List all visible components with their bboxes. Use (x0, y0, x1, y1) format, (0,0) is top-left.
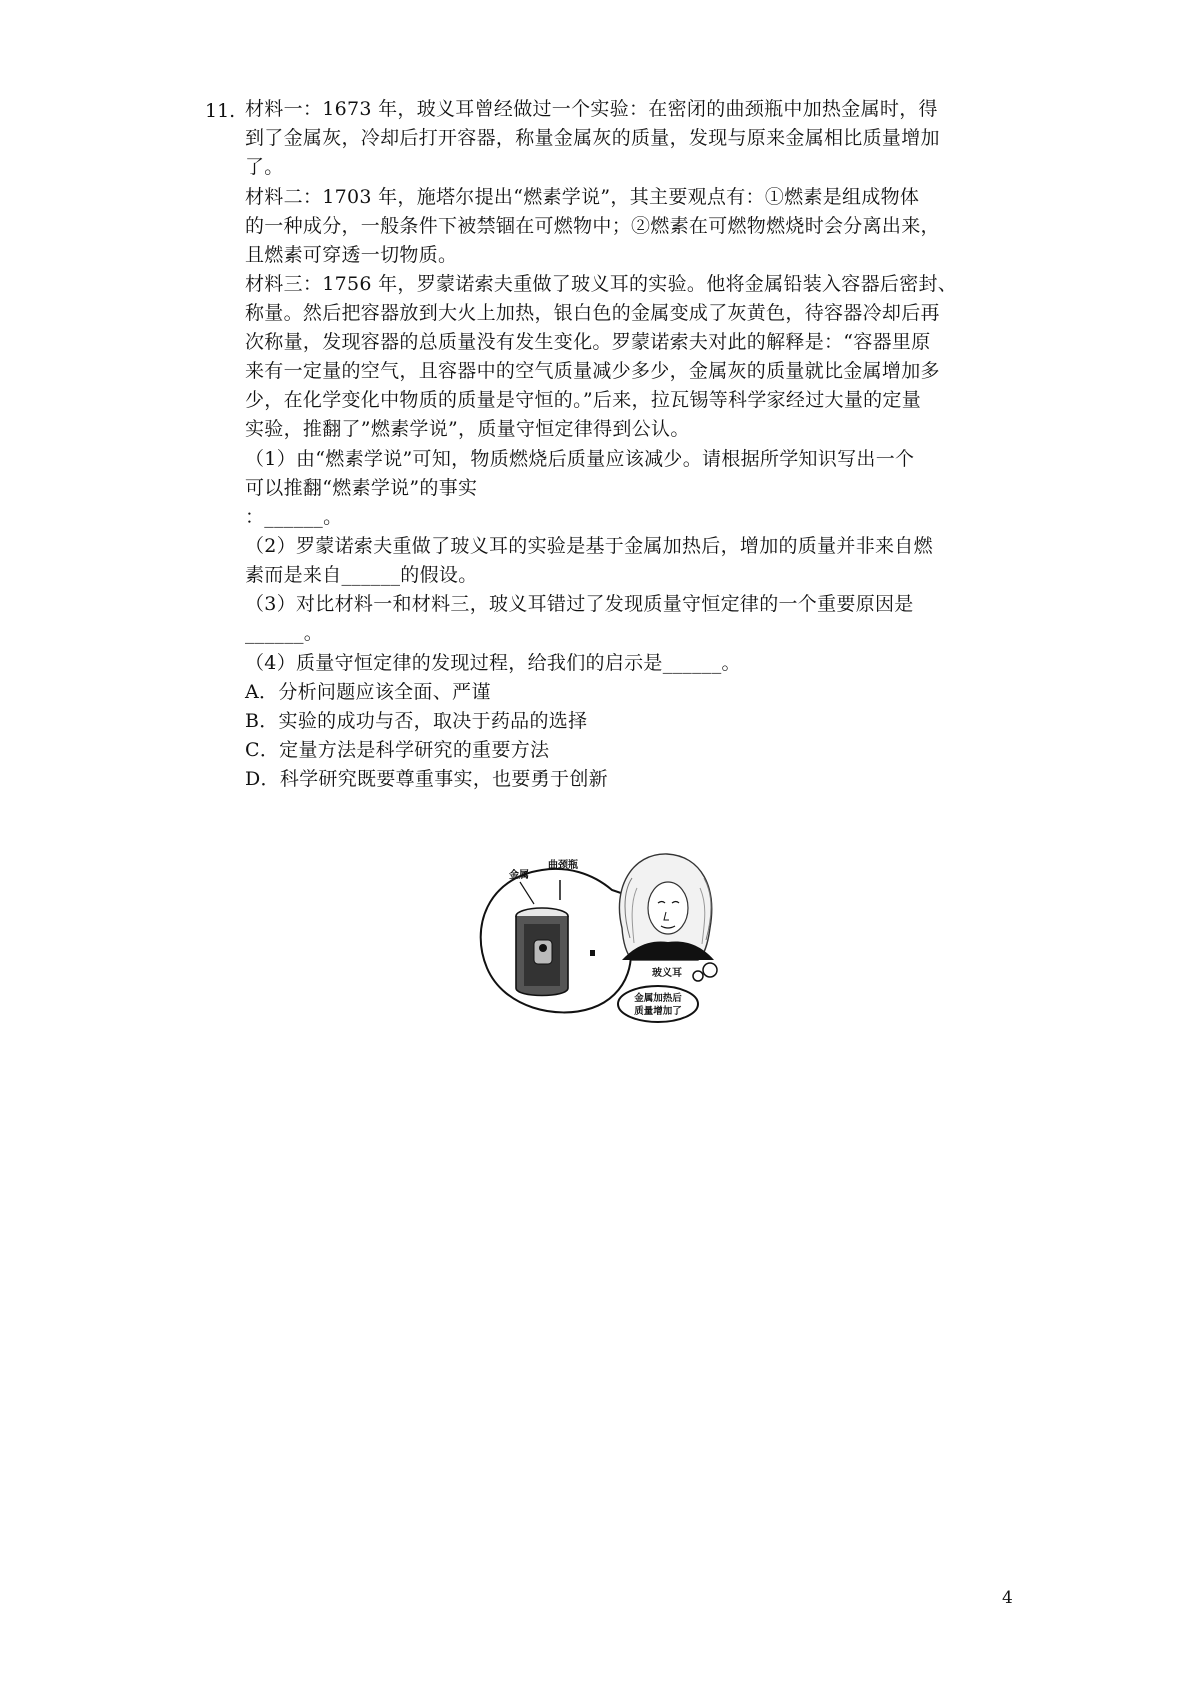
sub-question-2: （2）罗蒙诺索夫重做了玻义耳的实验是基于金属加热后，增加的质量并非来自燃 (245, 535, 933, 557)
thought-line-2: 质量增加了 (634, 1006, 682, 1017)
page-number: 4 (1002, 1588, 1013, 1608)
metal-label: 金属 (509, 870, 529, 881)
text-line: 到了金属灰，冷却后打开容器，称量金属灰的质量，发现与原来金属相比质量增加 (245, 127, 940, 149)
boyle-experiment-figure (472, 848, 762, 1023)
sub-question-1: （1）由“燃素学说”可知，物质燃烧后质量应该减少。请根据所学知识写出一个 (245, 448, 915, 470)
question-number: 11. (205, 100, 236, 122)
text-line: 素而是来自______的假设。 (245, 564, 478, 586)
text-line: 了。 (245, 156, 284, 178)
option-c: C．定量方法是科学研究的重要方法 (245, 739, 550, 761)
text-line: 称量。然后把容器放到大火上加热，银白色的金属变成了灰黄色，待容器冷却后再 (245, 302, 940, 324)
text-line: 材料三：1756 年，罗蒙诺索夫重做了玻义耳的实验。他将金属铅装入容器后密封、 (245, 273, 958, 295)
boyle-label: 玻义耳 (652, 968, 682, 979)
text-line: 的一种成分，一般条件下被禁锢在可燃物中；②燃素在可燃物燃烧时会分离出来， (245, 215, 940, 237)
text-line: 可以推翻“燃素学说”的事实 (245, 477, 478, 499)
text-line: 实验，推翻了”燃素学说”，质量守恒定律得到公认。 (245, 418, 690, 440)
thought-line-1: 金属加热后 (634, 993, 682, 1004)
text-line: 次称量，发现容器的总质量没有发生变化。罗蒙诺索夫对此的解释是：“容器里原 (245, 331, 931, 353)
option-d: D．科学研究既要尊重事实，也要勇于创新 (245, 768, 608, 790)
boyle-illustration (472, 848, 762, 1023)
answer-blank: ：______。 (245, 506, 343, 528)
option-a: A．分析问题应该全面、严谨 (245, 681, 491, 703)
text-line: 材料一：1673 年，玻义耳曾经做过一个实验：在密闭的曲颈瓶中加热金属时，得 (245, 98, 938, 120)
option-b: B．实验的成功与否，取决于药品的选择 (245, 710, 588, 732)
text-line: 材料二：1703 年，施塔尔提出“燃素学说”，其主要观点有：①燃素是组成物体 (245, 186, 920, 208)
answer-blank: ______。 (245, 622, 324, 644)
text-line: 来有一定量的空气，且容器中的空气质量减少多少，金属灰的质量就比金属增加多 (245, 360, 940, 382)
sub-question-3: （3）对比材料一和材料三，玻义耳错过了发现质量守恒定律的一个重要原因是 (245, 593, 914, 615)
text-line: 且燃素可穿透一切物质。 (245, 244, 458, 266)
sub-question-4: （4）质量守恒定律的发现过程，给我们的启示是______。 (245, 652, 741, 674)
text-line: 少，在化学变化中物质的质量是守恒的。”后来，拉瓦锡等科学家经过大量的定量 (245, 389, 922, 411)
flask-label: 曲颈瓶 (548, 860, 578, 871)
